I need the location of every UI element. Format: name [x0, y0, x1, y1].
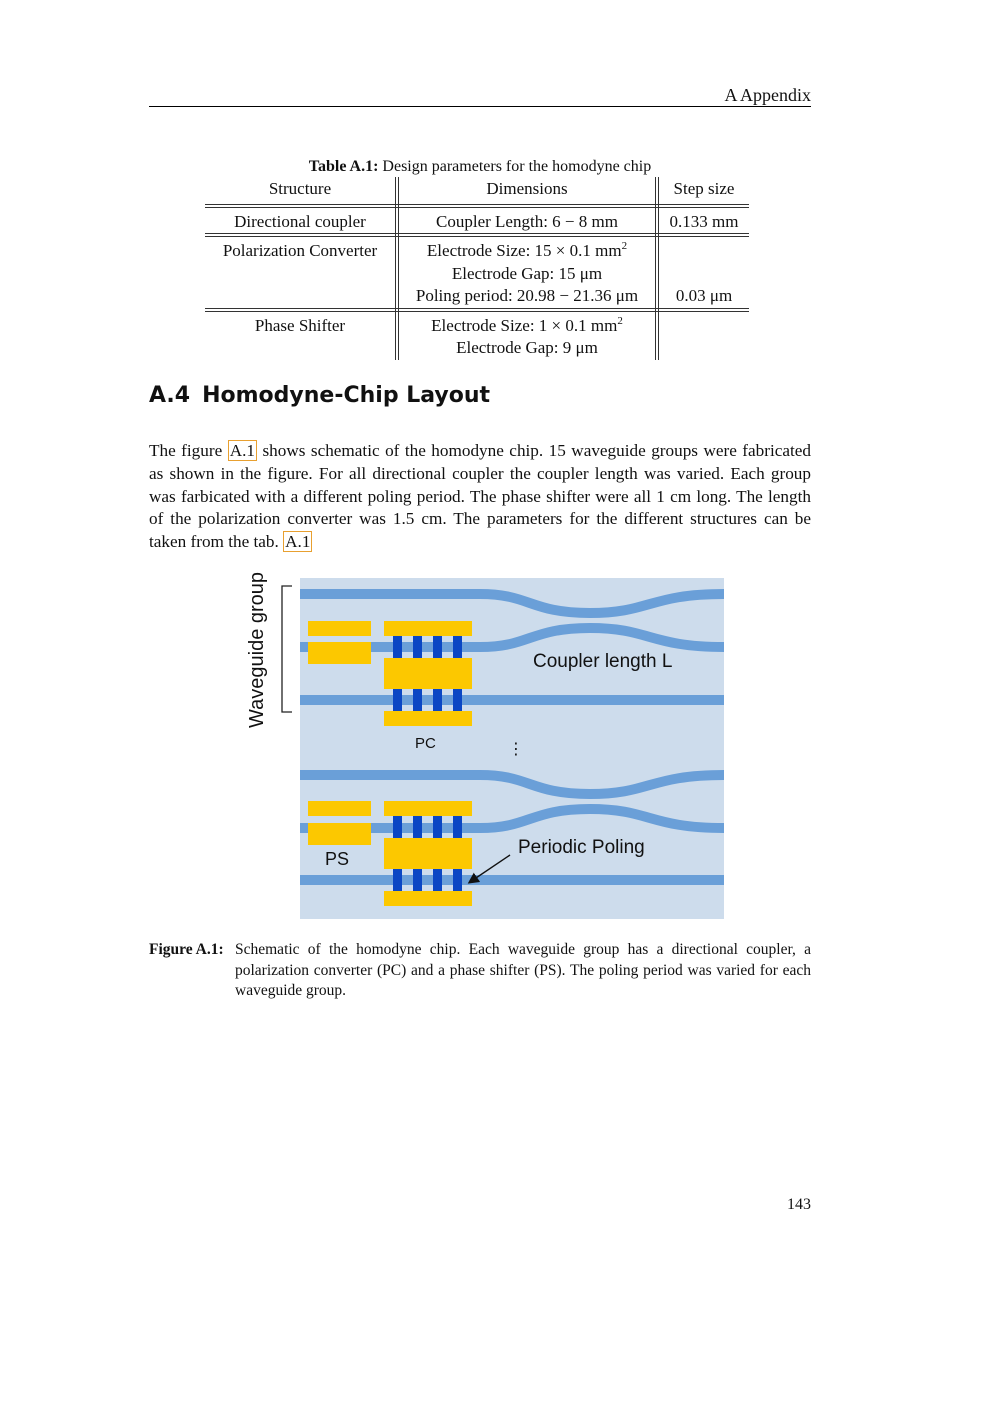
pc-electrode [384, 801, 472, 816]
table-caption-text: Design parameters for the homodyne chip [378, 158, 652, 175]
phase-shifter-electrode [308, 621, 371, 636]
pc-electrode [384, 711, 472, 726]
col-header-structure: Structure [205, 177, 397, 206]
cell-dimension [397, 235, 657, 263]
superscript: 2 [621, 240, 628, 252]
cell-structure: Directional coupler [205, 206, 397, 236]
figure-reference-link[interactable]: A.1 [229, 441, 255, 460]
cell-step: 0.03 μm [657, 285, 749, 310]
waveguide-group-label: Waveguide group [246, 571, 268, 728]
poling-domain [393, 869, 402, 891]
cell-structure: Phase Shifter [205, 310, 397, 338]
ellipsis-label: ⋮ [508, 741, 524, 758]
figure-caption [149, 940, 811, 1002]
pc-electrode [384, 838, 472, 869]
cell-dimension [397, 310, 657, 338]
section-number: A.4 [149, 383, 191, 408]
poling-domain [413, 636, 422, 658]
phase-shifter-electrode [308, 823, 371, 845]
phase-shifter-electrode [308, 642, 371, 664]
cell-dimension: Electrode Gap: 9 μm [397, 337, 657, 360]
electrode-size-text: Electrode Size: 1 × 0.1 mm [431, 315, 618, 335]
table-caption-label: Table A.1: [308, 158, 379, 175]
poling-domain [393, 636, 402, 658]
superscript: 2 [617, 314, 623, 327]
phase-shifter-electrode [308, 801, 371, 816]
section-heading [149, 381, 490, 411]
pc-electrode [384, 621, 472, 636]
paragraph-text: shows schematic of the homodyne chip. 15 waveguide groups were fabricated as shown in the figure. For all directional coupler the coupler length was varied. Each group was farbicated with a different poling period. The phase shifter were all 1 cm long. The length of the polarization converter was 1.5 cm. The parameters for the different structures can be taken from the tab. [149, 441, 811, 552]
running-head: A Appendix [724, 85, 811, 105]
poling-domain [433, 636, 442, 658]
poling-domain [413, 869, 422, 891]
header-rule [149, 106, 811, 107]
chip-schematic [230, 566, 750, 926]
poling-domain [413, 816, 422, 838]
poling-domain [413, 689, 422, 711]
col-header-dimensions: Dimensions [397, 177, 657, 206]
design-parameters-table [205, 177, 749, 360]
pc-label: PC [415, 735, 436, 752]
cell-dimension: Electrode Gap: 15 μm [397, 263, 657, 286]
poling-domain [433, 869, 442, 891]
table-row-polarization-converter-poling [205, 285, 749, 310]
table-header-row [205, 177, 749, 206]
table-row-polarization-converter-gap [205, 263, 749, 286]
cell-structure: Polarization Converter [205, 235, 397, 263]
waveguide-group-bracket [282, 586, 292, 712]
poling-domain [453, 869, 462, 891]
poling-domain [393, 689, 402, 711]
figure-caption-text: Schematic of the homodyne chip. Each waveguide group has a directional coupler, a polarization converter (PC) and a phase shifter (PS). The poling period was varied for each waveguide group. [235, 941, 811, 999]
table-row-directional-coupler [205, 206, 749, 236]
pc-electrode [384, 658, 472, 689]
coupler-length-label: Coupler length L [533, 651, 673, 672]
poling-domain [433, 816, 442, 838]
poling-domain [453, 816, 462, 838]
section-title: Homodyne-Chip Layout [202, 383, 491, 408]
periodic-poling-label: Periodic Poling [518, 837, 645, 858]
table-row-polarization-converter [205, 235, 749, 263]
body-paragraph [149, 440, 811, 554]
table-row-phase-shifter-gap [205, 337, 749, 360]
pc-electrode [384, 891, 472, 906]
table-caption [149, 157, 811, 177]
poling-domain [393, 816, 402, 838]
cell-step: 0.133 mm [657, 206, 749, 236]
figure-caption-label: Figure A.1: [149, 941, 224, 958]
page-number: 143 [787, 1196, 811, 1213]
col-header-step-size: Step size [657, 177, 749, 206]
homodyne-chip-figure [230, 566, 750, 926]
cell-dimension: Poling period: 20.98 − 21.36 μm [397, 285, 657, 310]
table-row-phase-shifter [205, 310, 749, 338]
poling-domain [453, 689, 462, 711]
electrode-size-text: Electrode Size: 15 × 0.1 mm [426, 241, 622, 260]
ps-label: PS [325, 849, 350, 869]
table-reference-link[interactable]: A.1 [285, 532, 311, 552]
poling-domain [433, 689, 442, 711]
cell-dimension: Coupler Length: 6 − 8 mm [397, 206, 657, 236]
poling-domain [453, 636, 462, 658]
paragraph-text: The figure [149, 441, 228, 460]
